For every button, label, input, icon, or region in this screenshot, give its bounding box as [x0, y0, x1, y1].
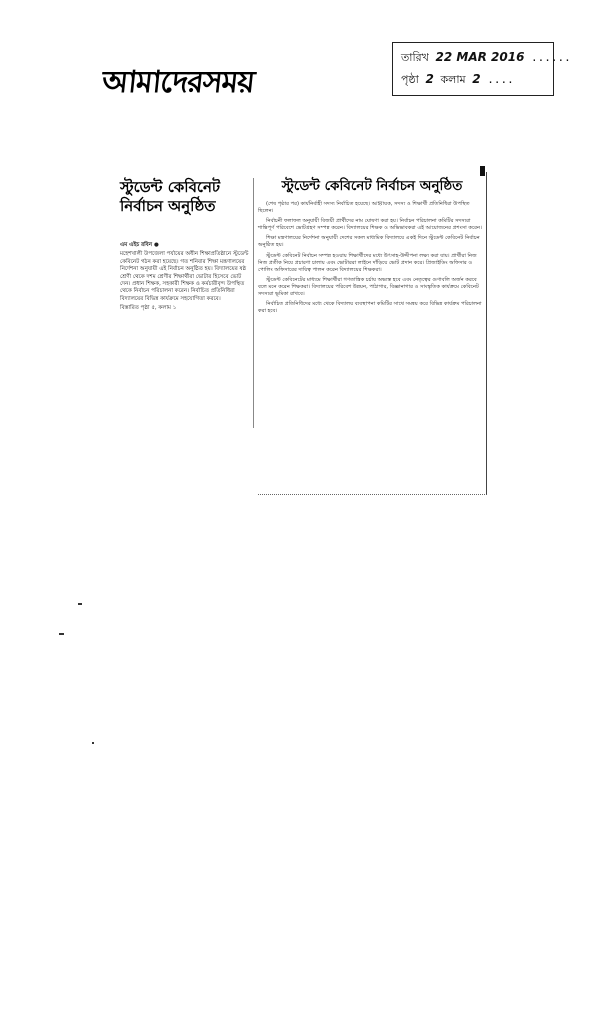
stamp-date-value: 22 MAR 2016: [435, 50, 525, 64]
stamp-page-value: 2: [425, 72, 434, 86]
left-clip-footer: বিস্তারিত পৃষ্ঠা ৫, কলাম ১: [120, 305, 177, 312]
stamp-page-label: পৃষ্ঠা: [401, 73, 419, 86]
date-stamp: [392, 42, 571, 96]
right-news-clipping: [258, 172, 487, 495]
right-clip-paragraph: শিক্ষা মন্ত্রণালয়ের নির্দেশনা অনুযায়ী দেশের সকল মাধ্যমিক বিদ্যালয়ে একই দিনে স্টুডেন্ট কেবিনেট নির্বাচন অনুষ্ঠিত হয়।: [258, 235, 480, 249]
right-clip-paragraph: নির্বাচিত প্রতিনিধিদের মধ্যে থেকে বিদ্যালয় ব্যবস্থাপনা কমিটির সাথে সমন্বয় করে বিভিন্ন কার্যক্রম পরিচালনা করা হবে।: [258, 301, 482, 315]
stamp-date-row: [401, 49, 571, 68]
stamp-column-label: কলাম: [440, 73, 466, 86]
left-clip-body: মহেশখালী উপজেলা পর্যায়ের অধীন শিক্ষাপ্রতিষ্ঠানে স্টুডেন্ট কেবিনেট গঠন করা হয়েছে। গত শনিবার শিক্ষা মন্ত্রণালয়ের নির্দেশনা অনুযায়ী এই নির্বাচন অনুষ্ঠিত হয়। বিদ্যালয়ের ষষ্ঠ শ্রেণী থেকে দশম শ্রেণীর শিক্ষার্থীরা ভোটার হিসেবে ভোট দেন। প্রধান শিক্ষক, সহকারী শিক্ষক ও কর্মচারীবৃন্দ উপস্থিত থেকে নির্বাচন পরিচালনা করেন। নির্বাচিত প্রতিনিধিরা বিদ্যালয়ের বিভিন্ন কার্যক্রমে সহযোগিতা করবে।: [120, 251, 249, 302]
right-clip-paragraph: স্টুডেন্ট কেবিনেটের মাধ্যমে শিক্ষার্থীরা গণতান্ত্রিক চর্চায় অভ্যস্ত হবে এবং নেতৃত্বের গুণাবলি অর্জন করবে বলে মনে করেন শিক্ষকরা। বিদ্যালয়ের পরিবেশ উন্নয়ন, পাঠাগার, বিজ্ঞানাগার ও সাংস্কৃতিক কার্যক্রমে কেবিনেট সদস্যরা ভূমিকা রাখবে।: [258, 276, 479, 298]
stamp-page-row: [401, 71, 514, 90]
scan-speck: [92, 742, 94, 744]
column-divider: [253, 178, 254, 428]
stamp-column-value: 2: [472, 72, 481, 86]
stamp-column-dots: ....: [487, 73, 514, 86]
stamp-date-dots: ......: [531, 51, 571, 64]
left-clip-headline: স্টুডেন্ট কেবিনেট নির্বাচন অনুষ্ঠিত: [120, 178, 221, 215]
right-clip-paragraph: নির্বাচনী ফলাফল অনুযায়ী বিজয়ী প্রার্থীদের নাম ঘোষণা করা হয়। নির্বাচন পরিচালনা কমিটির সদস্যরা শান্তিপূর্ণ পরিবেশে ভোটগ্রহণ সম্পন্ন করেন। বিদ্যালয়ের শিক্ষক ও অভিভাবকরা এই আয়োজনের প্রশংসা করেন।: [258, 218, 482, 232]
right-clip-paragraph: (শেষ পৃষ্ঠার পর) কার্যনির্বাহী সদস্য নির্বাচিত হয়েছে। আহ্বায়ক, সদস্য ও শিক্ষার্থী প্রতিনিধিরা উপস্থিত ছিলেন।: [258, 201, 470, 215]
left-clip-byline: এম এইচ রবিন ●: [120, 242, 159, 248]
newspaper-masthead: আমাদেরসময়: [100, 65, 256, 100]
right-clip-paragraph: স্টুডেন্ট কেবিনেট নির্বাচন সম্পন্ন হওয়ায় শিক্ষার্থীদের মধ্যে উৎসাহ-উদ্দীপনা লক্ষ্য করা যায়। প্রার্থীরা নিজ নিজ প্রতীক নিয়ে প্রচারণা চালায় এবং ভোটাররা লাইনে দাঁড়িয়ে ভোট প্রদান করে। প্রিজাইডিং অফিসার ও পোলিং অফিসারের দায়িত্ব পালন করেন বিদ্যালয়ের শিক্ষকরা।: [258, 252, 477, 273]
stamp-date-label: তারিখ: [401, 51, 429, 64]
left-news-clipping: [120, 178, 253, 313]
right-clip-headline: স্টুডেন্ট কেবিনেট নির্বাচন অনুষ্ঠিত: [281, 178, 463, 194]
scan-speck: [78, 603, 82, 605]
scan-speck: [59, 633, 64, 635]
